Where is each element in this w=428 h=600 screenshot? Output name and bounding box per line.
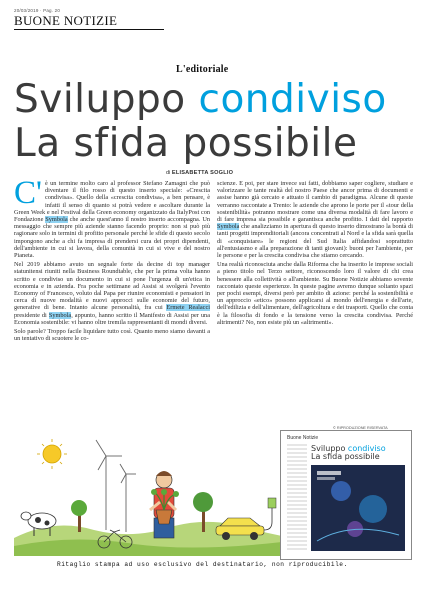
article-text-run: Una realtà riconosciuta anche dalla Riforma che ha inserito le imprese sociali a pieno titolo nel Terzo settore, riconoscendo loro il valore di chi crea benessere alla collettività o all'ambiente. Su Buone Notizie abbiamo sovente raccontato queste esperienze. In queste pagine avremo dunque soltanto spazi per pochi esempi, diversi però per ambito di azione: perché la sostenibilità e un approccio «etico» possono applicarsi al mondo dell'energia e dell'arte, dell'edilizia e dell'alimentare, dell'agricoltura e dei trasporti. Quello che conta è la filosofia di fondo e la tensione verso la crescita condivisa. Perché altrimenti? No, non esiste più un «altrimenti». [217,261,413,326]
thumbnail-page-drawing [281,431,411,559]
thumbnail-title-accent: condiviso [347,444,386,453]
article-text-run: che anche quest'anno il nostro inserto accompagna. Un messaggio che sempre più aziende stanno facendo proprio: non si può più ragionare solo in termini di profitto personale perché le sfide di questo secolo impongono anche a chi fa impresa di prendersi cura dei propri dipendenti, dell'ambiente in cui si lavora, della comunità in cui si vive e del nostro Pianeta. [14,216,210,260]
article-text-run: , appunto, hanno scritto il Manifesto di Assisi per una Economia sostenibile: vi hanno oltre tremila rappresentanti di mondi diversi. [14,311,210,326]
article-text-run: presidente di [14,311,49,319]
highlighted-term: Symbola [217,223,240,231]
headline-line-1-plain: Sviluppo [14,77,199,122]
thumbnail-title-line-2: La sfida possibile [311,452,380,461]
wind-turbine-drawing [96,440,136,532]
article-right-body [217,180,413,326]
article-text-run: Solo parole? Troppo facile liquidare tutto così. Quanto meno siamo davanti a un tentativo di scuotere le co- [14,328,210,343]
headline-line-1-accent: condiviso [198,77,387,122]
article-left-body [14,180,210,342]
article-text-run: è un termine molto caro al professor Stefano Zamagni che può diventare il filo rosso di questo inserto speciale: «Crescita condivisa». Quello della «crescita condivisa», a ben pensare, è infatti il senso di quanto si potrà vedere e ascoltare durante la Green Week e nel Festival della Green economy organizzato da ItalyPost con Fondazione [14,180,210,224]
article-column-left [14,180,210,436]
masthead-title: BUONE NOTIZIE [14,13,118,28]
thumbnail-header: Buone Notizie [287,435,319,441]
highlighted-term: Symbola [48,311,72,319]
byline-prefix: di [166,170,171,176]
article-text-run: Nel 2019 abbiamo avuto un segnale forte da decine di top manager statunitensi riuniti nella Business Roundtable, che per la prima volta hanno scritto e condiviso un documento in cui si pone l'urgenza di un'etica in economia e in azienda. Fra poche settimane ad Assisi si svolgerà l'evento Economy of Francesco, voluto dal Papa per riunire economisti e pensatori in cerca di nuove modalità e nuovi approcci sulle economie del futuro, generative di bene. Intanto alcune personalità, fra cui [14,261,210,312]
byline-author: ELISABETTA SOGLIO [171,170,234,176]
article-column-right [217,180,413,436]
article-text-run: che analizziamo in apertura di questo inserto dimostrano la bontà di tanti progetti imprenditoriali (ancora concentrati al Nord e la sfida sarà quella di «conquistare» le regioni del Sud Italia affidandosi soprattutto all'entusiasmo e alla preparazione di tanti giovani): buoni per l'ambiente, per le persone e per la crescita condivisa che stiamo cercando. [217,223,413,260]
thumbnail-title-plain: Sviluppo [311,444,348,453]
headline-line-2: La sfida possibile [14,121,358,166]
illustration-sustainability [14,426,282,556]
copyright-notice: © RIPRODUZIONE RISERVATA [333,426,388,430]
page-thumbnail [280,430,412,560]
article-text-run: scienze. E poi, per stare invece sui fatti, dobbiamo saper cogliere, studiare e valorizzare le tante realtà del nostro Paese che ancor prima di documenti e assise hanno già cercato e attuato il cambio di paradigma. Alcune di queste verranno raccontate a Trento: le aziende che aprono le porte per il «tour della sostenibilità» potranno mostrare come una diversa modalità di fare lavoro e di fare impresa sia possibile e garantisca anche profitto. I dati del rapporto [217,180,413,224]
masthead-date: 20/03/2019 · Pag. 20 [14,8,61,13]
sun-drawing [37,439,67,469]
section-label: L'editoriale [176,64,229,75]
headline-line-1 [14,78,414,122]
byline [166,170,233,176]
highlighted-term: Ermete Realacci [166,304,210,312]
highlighted-term: Symbola [45,216,68,224]
clipping-disclaimer: Ritaglio stampa ad uso esclusivo del destinatario, non riproducibile. [57,561,348,568]
masthead [14,8,164,30]
drop-cap: C' [14,180,42,211]
masthead-rule [14,29,164,30]
headline [14,78,414,166]
